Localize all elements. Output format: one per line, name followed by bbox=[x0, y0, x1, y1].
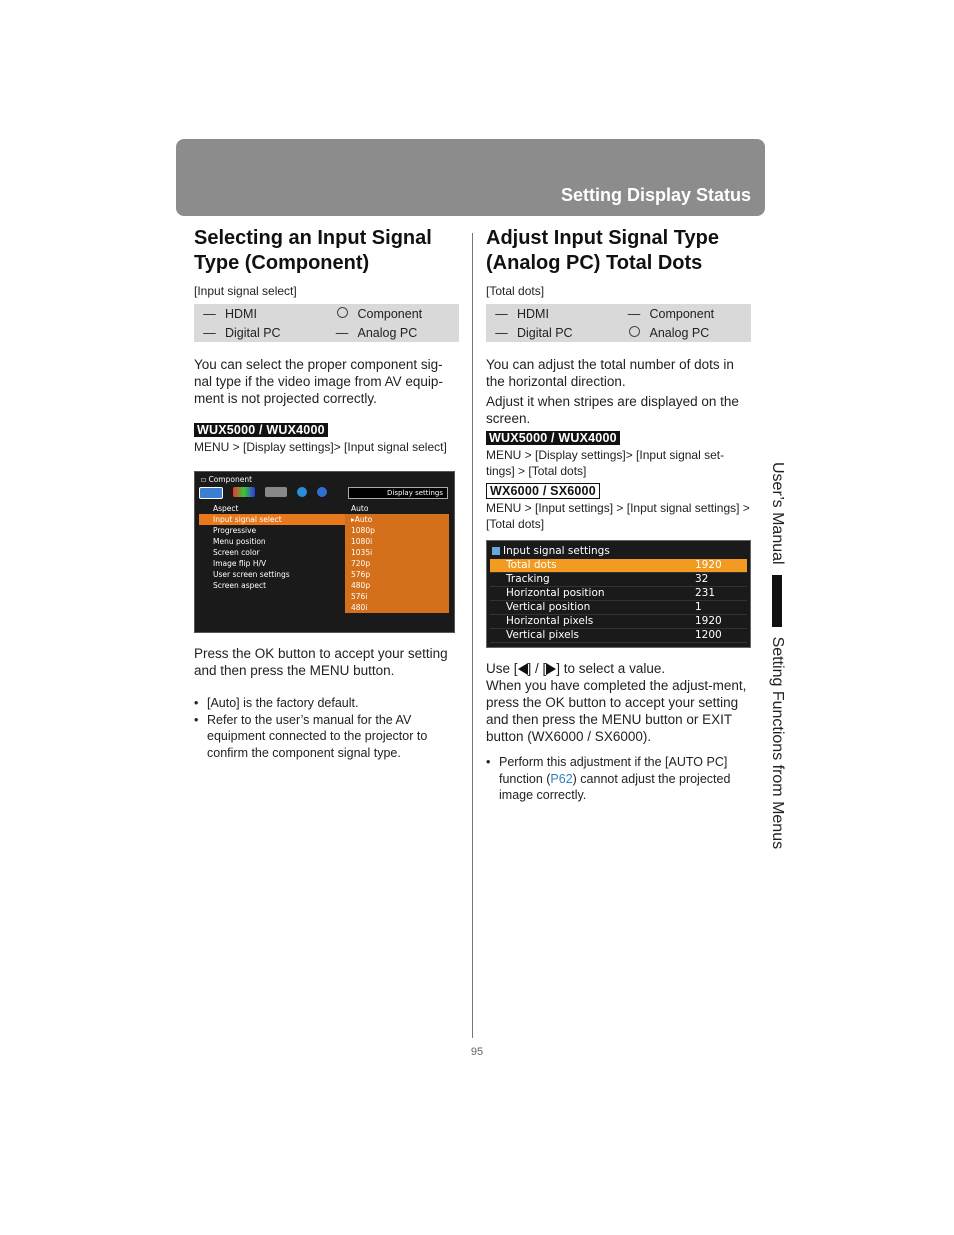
right-instruction: When you have completed the adjust-ment, press the OK button to accept your setting and then press the MENU button or EXIT button (WX6000 / SX6000). bbox=[486, 678, 747, 744]
menu-row: Menu position 1080i bbox=[199, 536, 449, 547]
left-notes bbox=[194, 695, 459, 761]
header-band bbox=[176, 139, 765, 216]
signal-label: Analog PC bbox=[649, 325, 710, 340]
dash-mark: — bbox=[627, 306, 641, 321]
signal-label: Digital PC bbox=[517, 325, 573, 340]
side-section-label: Setting Functions from Menus bbox=[769, 636, 786, 850]
signal-cell bbox=[327, 325, 460, 340]
side-label bbox=[768, 462, 786, 849]
menu-row: Screen color 1035i bbox=[199, 547, 449, 558]
right-notes bbox=[486, 754, 751, 804]
model-tag: WUX5000 / WUX4000 bbox=[194, 423, 328, 437]
globe-icon bbox=[297, 487, 307, 497]
page-number: 95 bbox=[470, 1046, 484, 1058]
signal-cell bbox=[486, 325, 619, 340]
settings-tab-icon bbox=[265, 487, 287, 497]
column-divider bbox=[472, 233, 473, 1038]
model-tag: WUX5000 / WUX4000 bbox=[486, 431, 620, 445]
menu-row: Screen aspect 480p bbox=[199, 580, 449, 591]
dash-mark: — bbox=[203, 325, 216, 340]
menu-row: User screen settings 576p bbox=[199, 569, 449, 580]
menu-row: Horizontal pixels 1920 bbox=[490, 615, 747, 629]
menu-row: Image flip H/V 720p bbox=[199, 558, 449, 569]
menu-row-selected: Input signal select ▸Auto bbox=[199, 514, 449, 525]
dash-mark: — bbox=[495, 325, 508, 340]
note-item: • [Auto] is the factory default. bbox=[194, 695, 459, 712]
right-intro-2: Adjust it when stripes are displayed on the screen. bbox=[486, 394, 739, 426]
signal-label: Analog PC bbox=[357, 325, 418, 340]
side-bar bbox=[772, 575, 782, 627]
side-tab bbox=[766, 462, 786, 850]
menu-row: Progressive 1080p bbox=[199, 525, 449, 536]
left-instruction: Press the OK button to accept your setting and then press the MENU button. bbox=[194, 646, 448, 678]
left-signal-table bbox=[194, 304, 459, 342]
use-arrows-text: Use [ ] / [ ] to select a value. bbox=[486, 661, 666, 676]
right-arrow-icon bbox=[546, 663, 556, 675]
input-signal-settings-screenshot bbox=[486, 540, 751, 648]
signal-cell bbox=[486, 306, 619, 321]
dash-mark: — bbox=[495, 306, 508, 321]
page-link[interactable]: P62 bbox=[550, 771, 573, 786]
signal-cell bbox=[619, 306, 752, 321]
left-heading-line2: Type (Component) bbox=[194, 252, 370, 274]
section-title: Setting Display Status bbox=[560, 185, 751, 205]
menu-row: Aspect Auto bbox=[213, 504, 369, 513]
left-caption: [Input signal select] bbox=[194, 284, 297, 298]
circle-mark bbox=[333, 307, 352, 321]
menu-path: MENU > [Input settings] > [Input signal settings] > [Total dots] bbox=[486, 501, 750, 531]
circle-mark bbox=[625, 326, 644, 340]
note-item: • Perform this adjustment if the [AUTO PC] function (P62) cannot adjust the projected image correctly. bbox=[486, 754, 751, 804]
note-item: • Refer to the user’s manual for the AV equipment connected to the projector to confirm the component signal type. bbox=[194, 712, 459, 762]
signal-label: Component bbox=[649, 306, 715, 321]
menu-path: MENU > [Display settings]> [Input signal set-tings] > [Total dots] bbox=[486, 448, 725, 478]
info-icon bbox=[317, 487, 327, 497]
left-column bbox=[194, 226, 459, 761]
model-tag: WX6000 / SX6000 bbox=[486, 483, 600, 499]
menu-row: 576i bbox=[199, 591, 449, 602]
left-intro: You can select the proper component sig-nal type if the video image from AV equip-ment is not projected correctly. bbox=[194, 357, 443, 406]
left-heading bbox=[194, 226, 459, 276]
signal-cell bbox=[327, 306, 460, 321]
signal-cell bbox=[619, 325, 752, 340]
dash-mark: — bbox=[335, 325, 349, 340]
menu-row: 480i bbox=[199, 602, 449, 613]
signal-label: Digital PC bbox=[225, 325, 281, 340]
image-tab-icon bbox=[233, 487, 255, 497]
screen-title: Input signal settings bbox=[492, 544, 610, 558]
right-signal-table bbox=[486, 304, 751, 342]
screen-title: ▫ Component bbox=[201, 475, 253, 484]
right-intro: You can adjust the total number of dots in the horizontal direction. bbox=[486, 357, 734, 389]
menu-row-selected: Total dots 1920 bbox=[490, 559, 747, 573]
component-menu-screenshot bbox=[194, 471, 455, 633]
menu-row: Tracking 32 bbox=[490, 573, 747, 587]
signal-label: HDMI bbox=[225, 306, 257, 321]
right-column bbox=[486, 226, 751, 804]
menu-row: Vertical pixels 1200 bbox=[490, 629, 747, 643]
right-heading-line2: (Analog PC) Total Dots bbox=[486, 252, 703, 274]
signal-cell bbox=[194, 306, 327, 321]
menu-path: MENU > [Display settings]> [Input signal select] bbox=[194, 440, 447, 454]
left-heading-line1: Selecting an Input Signal bbox=[194, 227, 432, 249]
signal-label: HDMI bbox=[517, 306, 549, 321]
tab-display-settings: Display settings bbox=[348, 487, 448, 499]
settings-icon bbox=[492, 547, 500, 555]
signal-label: Component bbox=[357, 306, 423, 321]
right-heading bbox=[486, 226, 751, 276]
left-arrow-icon bbox=[518, 663, 528, 675]
dash-mark: — bbox=[203, 306, 216, 321]
side-manual-label: User’s Manual bbox=[769, 462, 786, 565]
right-heading-line1: Adjust Input Signal Type bbox=[486, 227, 719, 249]
display-tab-icon bbox=[199, 487, 223, 499]
right-caption: [Total dots] bbox=[486, 284, 545, 298]
signal-cell bbox=[194, 325, 327, 340]
menu-row: Vertical position 1 bbox=[490, 601, 747, 615]
menu-row: Horizontal position 231 bbox=[490, 587, 747, 601]
